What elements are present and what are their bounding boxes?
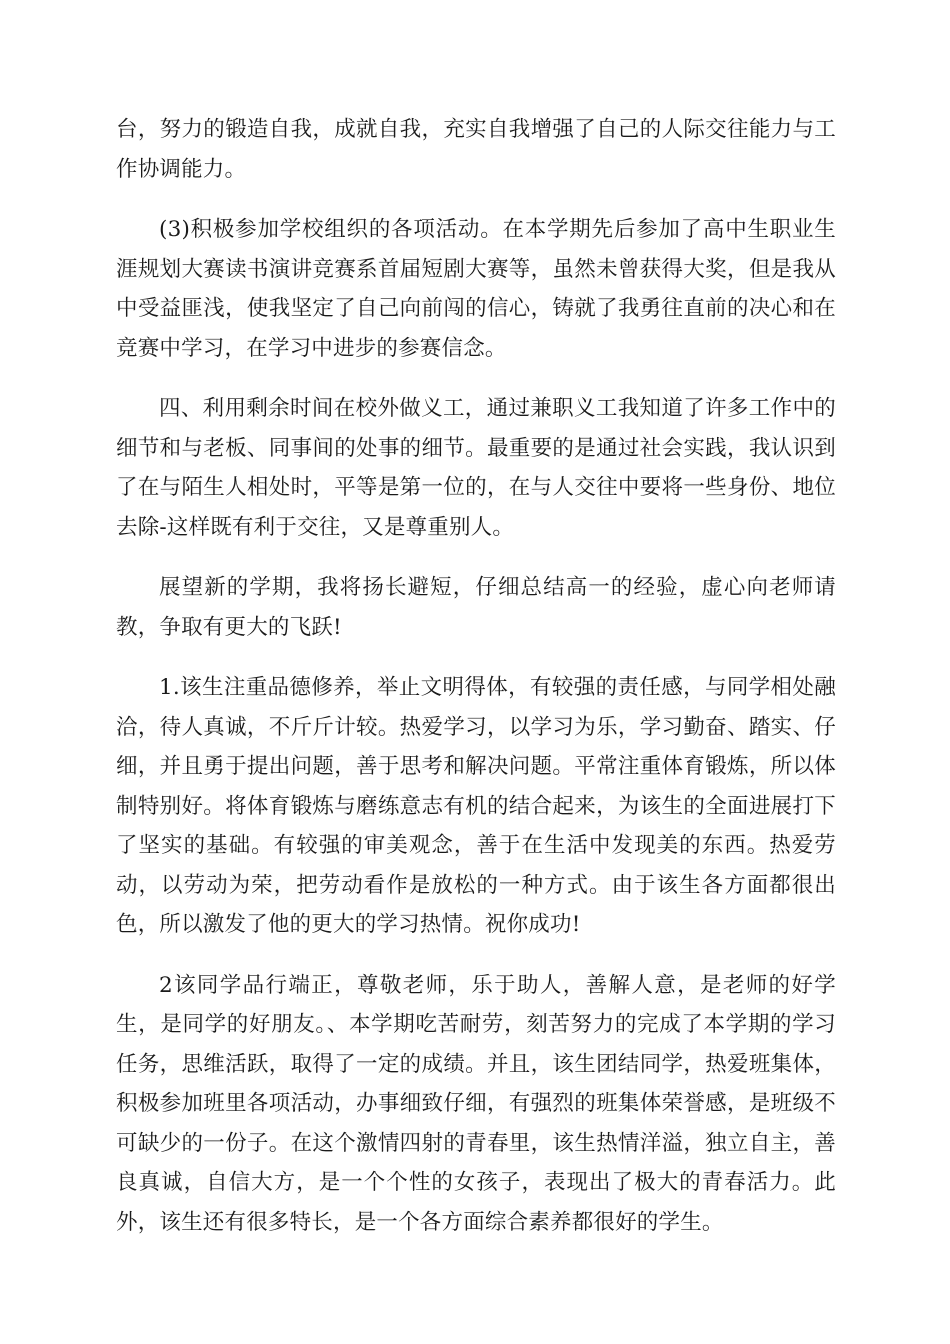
document-body (116, 110, 836, 1263)
paragraph-outlook: 展望新的学期，我将扬长避短，仔细总结高一的经验，虚心向老师请教，争取有更大的飞跃! (116, 575, 836, 640)
paragraph-comment-2: 2该同学品行端正，尊敬老师，乐于助人，善解人意，是老师的好学生，是同学的好朋友。、本学期吃苦耐劳，刻苦努力的完成了本学期的学习任务，思维活跃，取得了一定的成绩。并且，该生团结同学，热爱班集体，积极参加班里各项活动，办事细致仔细，有强烈的班集体荣誉感，是班级不可缺少的一份子。在这个激情四射的青春里，该生热情洋溢，独立自主，善良真诚，自信大方，是一个个性的女孩子，表现出了极大的青春活力。此外，该生还有很多特长，是一个各方面综合素养都很好的学生。 (116, 972, 836, 1235)
paragraph-comment-1: 1.该生注重品德修养，举止文明得体，有较强的责任感，与同学相处融洽，待人真诚，不斤斤计较。热爱学习，以学习为乐，学习勤奋、踏实、仔细，并且勇于提出问题，善于思考和解决问题。平常注重体育锻炼，所以体制特别好。将体育锻炼与磨练意志有机的结合起来，为该生的全面进展打下了坚实的基础。有较强的审美观念，善于在生活中发现美的东西。热爱劳动，以劳动为荣，把劳动看作是放松的一种方式。由于该生各方面都很出色，所以激发了他的更大的学习热情。祝你成功! (116, 675, 836, 937)
paragraph-activities: (3)积极参加学校组织的各项活动。在本学期先后参加了高中生职业生涯规划大赛读书演讲竞赛系首届短剧大赛等，虽然未曾获得大奖，但是我从中受益匪浅，使我坚定了自己向前闯的信心，铸就了我勇往直前的决心和在竞赛中学习，在学习中进步的参赛信念。 (116, 217, 836, 361)
paragraph-continuation: 台，努力的锻造自我，成就自我，充实自我增强了自己的人际交往能力与工作协调能力。 (116, 117, 836, 182)
paragraph-volunteer: 四、利用剩余时间在校外做义工，通过兼职义工我知道了许多工作中的细节和与老板、同事间的处事的细节。最重要的是通过社会实践，我认识到了在与陌生人相处时，平等是第一位的，在与人交往中要将一些身份、地位去除-这样既有利于交往，又是尊重别人。 (116, 396, 836, 540)
